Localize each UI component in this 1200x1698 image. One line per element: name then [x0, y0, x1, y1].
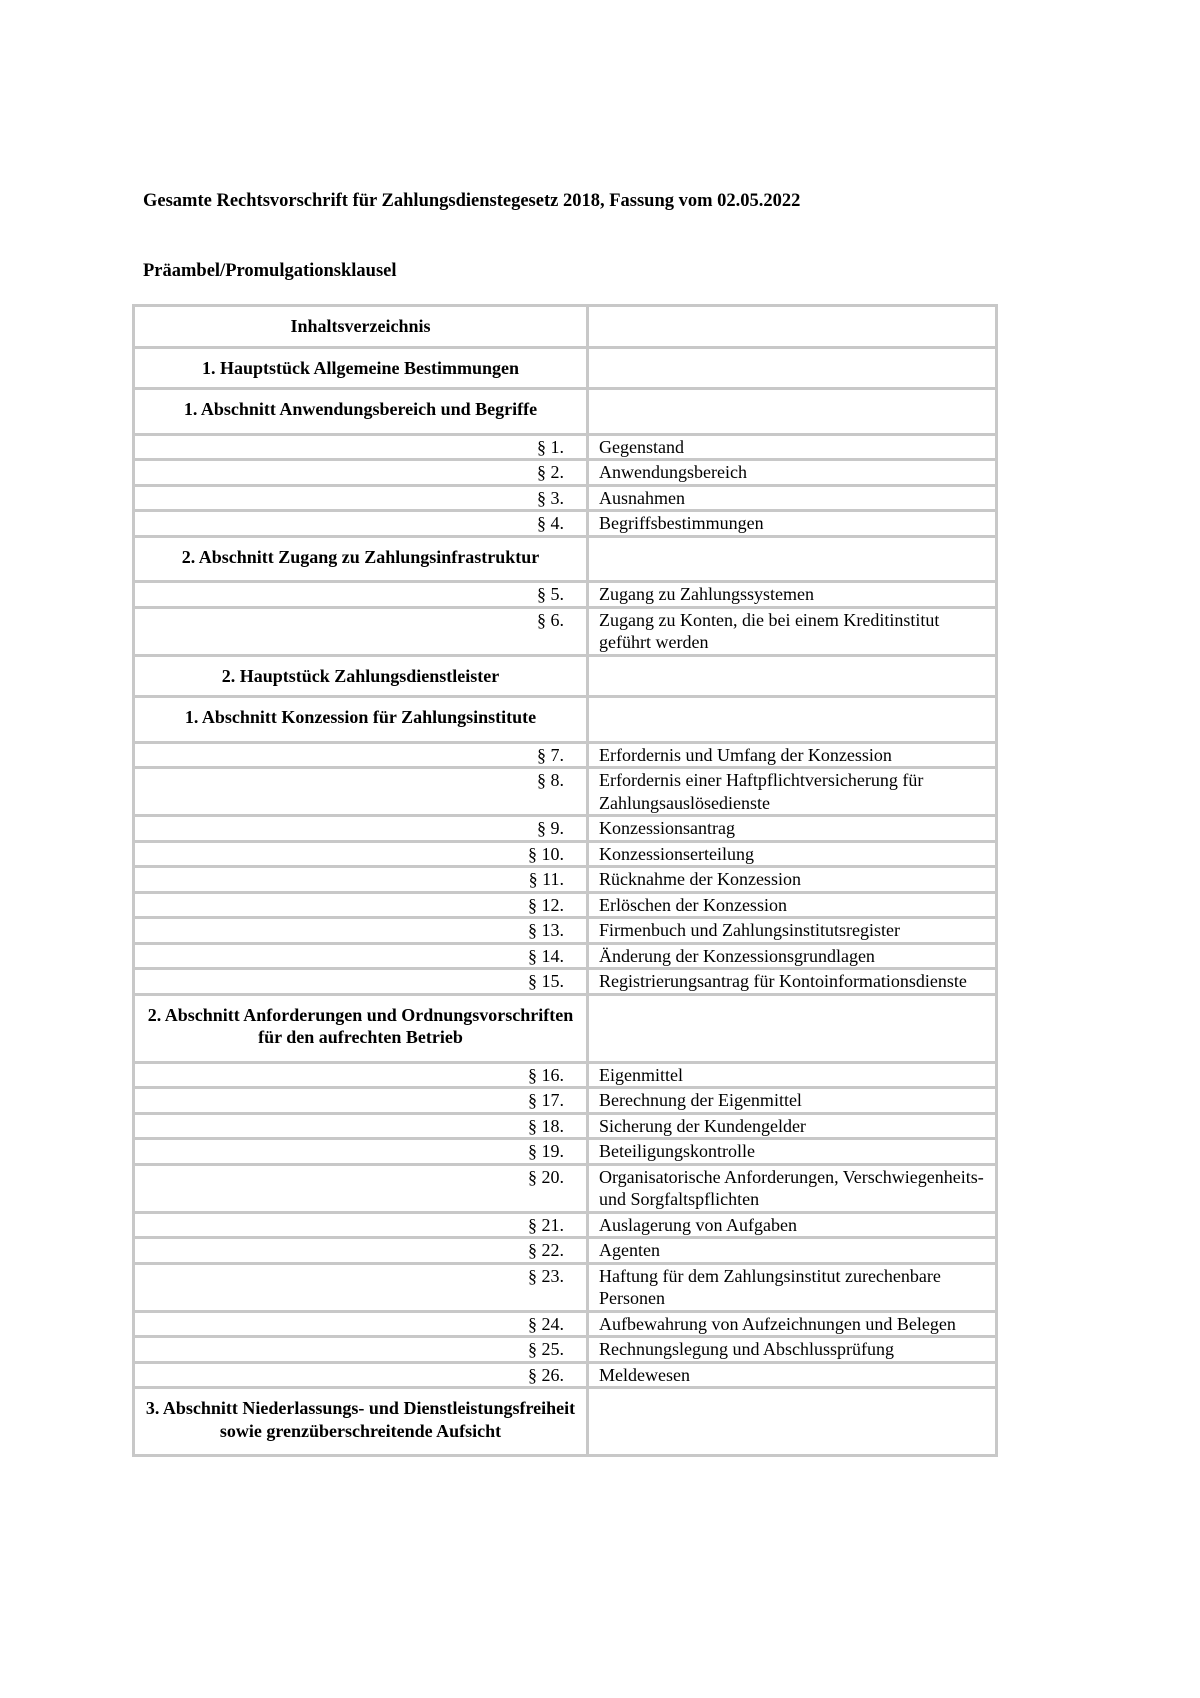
toc-paragraph-title: Sicherung der Kundengelder: [588, 1113, 997, 1139]
toc-paragraph-number: § 1.: [134, 434, 588, 460]
toc-paragraph-row: [134, 1263, 997, 1311]
toc-paragraph-number: § 19.: [134, 1139, 588, 1165]
toc-paragraph-number: § 4.: [134, 511, 588, 537]
toc-paragraph-title: Konzessionserteilung: [588, 841, 997, 867]
toc-paragraph-title: Aufbewahrung von Aufzeichnungen und Belegen: [588, 1311, 997, 1337]
toc-paragraph-number: § 18.: [134, 1113, 588, 1139]
toc-paragraph-title: Agenten: [588, 1238, 997, 1264]
toc-paragraph-row: [134, 1139, 997, 1165]
toc-paragraph-number: § 21.: [134, 1212, 588, 1238]
toc-paragraph-row: [134, 918, 997, 944]
toc-paragraph-title: Begriffsbestimmungen: [588, 511, 997, 537]
toc-section-row: [134, 347, 997, 389]
toc-section-title: 1. Hauptstück Allgemeine Bestimmungen: [134, 347, 588, 389]
toc-header-label: Inhaltsverzeichnis: [134, 306, 588, 348]
toc-header-row: [134, 306, 997, 348]
toc-paragraph-title: Ausnahmen: [588, 485, 997, 511]
toc-paragraph-row: [134, 867, 997, 893]
toc-paragraph-number: § 15.: [134, 969, 588, 995]
toc-paragraph-number: § 8.: [134, 768, 588, 816]
toc-paragraph-number: § 22.: [134, 1238, 588, 1264]
toc-section-title: 1. Abschnitt Anwendungsbereich und Begriffe: [134, 389, 588, 435]
toc-paragraph-row: [134, 1337, 997, 1363]
table-of-contents: [132, 304, 998, 1457]
toc-paragraph-title: Rechnungslegung und Abschlussprüfung: [588, 1337, 997, 1363]
toc-section-row: [134, 697, 997, 743]
toc-paragraph-number: § 9.: [134, 816, 588, 842]
toc-paragraph-number: § 7.: [134, 742, 588, 768]
toc-paragraph-row: [134, 742, 997, 768]
toc-paragraph-number: § 26.: [134, 1362, 588, 1388]
toc-paragraph-row: [134, 511, 997, 537]
toc-paragraph-number: § 24.: [134, 1311, 588, 1337]
toc-paragraph-row: [134, 434, 997, 460]
toc-paragraph-number: § 12.: [134, 892, 588, 918]
toc-paragraph-row: [134, 1062, 997, 1088]
toc-paragraph-row: [134, 1362, 997, 1388]
toc-paragraph-title: Berechnung der Eigenmittel: [588, 1088, 997, 1114]
toc-header-empty-cell: [588, 306, 997, 348]
toc-paragraph-number: § 13.: [134, 918, 588, 944]
toc-section-empty-cell: [588, 655, 997, 697]
toc-paragraph-row: [134, 816, 997, 842]
toc-paragraph-row: [134, 485, 997, 511]
toc-section-empty-cell: [588, 697, 997, 743]
toc-paragraph-title: Eigenmittel: [588, 1062, 997, 1088]
toc-paragraph-number: § 25.: [134, 1337, 588, 1363]
toc-paragraph-title: Auslagerung von Aufgaben: [588, 1212, 997, 1238]
toc-section-title: 1. Abschnitt Konzession für Zahlungsinstitute: [134, 697, 588, 743]
toc-section-empty-cell: [588, 1388, 997, 1456]
toc-section-row: [134, 994, 997, 1062]
toc-paragraph-row: [134, 892, 997, 918]
toc-paragraph-row: [134, 1113, 997, 1139]
toc-paragraph-row: [134, 969, 997, 995]
toc-paragraph-title: Beteiligungskontrolle: [588, 1139, 997, 1165]
toc-paragraph-number: § 23.: [134, 1263, 588, 1311]
toc-paragraph-title: Erlöschen der Konzession: [588, 892, 997, 918]
toc-section-empty-cell: [588, 994, 997, 1062]
toc-section-row: [134, 389, 997, 435]
toc-paragraph-title: Haftung für dem Zahlungsinstitut zurechenbare Personen: [588, 1263, 997, 1311]
toc-section-title: 3. Abschnitt Niederlassungs- und Dienstleistungsfreiheit sowie grenzüberschreitende Aufsicht: [134, 1388, 588, 1456]
toc-paragraph-number: § 14.: [134, 943, 588, 969]
toc-paragraph-row: [134, 1238, 997, 1264]
toc-paragraph-title: Registrierungsantrag für Kontoinformationsdienste: [588, 969, 997, 995]
toc-paragraph-number: § 16.: [134, 1062, 588, 1088]
toc-paragraph-number: § 3.: [134, 485, 588, 511]
toc-section-empty-cell: [588, 347, 997, 389]
toc-paragraph-title: Zugang zu Zahlungssystemen: [588, 582, 997, 608]
toc-paragraph-number: § 2.: [134, 460, 588, 486]
toc-paragraph-title: Erfordernis und Umfang der Konzession: [588, 742, 997, 768]
toc-paragraph-title: Konzessionsantrag: [588, 816, 997, 842]
toc-paragraph-row: [134, 841, 997, 867]
toc-paragraph-number: § 5.: [134, 582, 588, 608]
toc-section-title: 2. Abschnitt Anforderungen und Ordnungsvorschriften für den aufrechten Betrieb: [134, 994, 588, 1062]
toc-section-title: 2. Hauptstück Zahlungsdienstleister: [134, 655, 588, 697]
toc-paragraph-title: Rücknahme der Konzession: [588, 867, 997, 893]
toc-paragraph-row: [134, 768, 997, 816]
toc-paragraph-row: [134, 1311, 997, 1337]
toc-paragraph-row: [134, 460, 997, 486]
toc-paragraph-number: § 20.: [134, 1164, 588, 1212]
toc-paragraph-row: [134, 1212, 997, 1238]
toc-paragraph-number: § 6.: [134, 607, 588, 655]
toc-paragraph-title: Änderung der Konzessionsgrundlagen: [588, 943, 997, 969]
toc-section-title: 2. Abschnitt Zugang zu Zahlungsinfrastruktur: [134, 536, 588, 582]
document-title: Gesamte Rechtsvorschrift für Zahlungsdienstegesetz 2018, Fassung vom 02.05.2022: [143, 191, 801, 211]
preamble-heading: Präambel/Promulgationsklausel: [143, 261, 397, 281]
toc-paragraph-title: Gegenstand: [588, 434, 997, 460]
toc-paragraph-row: [134, 1164, 997, 1212]
toc-section-row: [134, 536, 997, 582]
toc-paragraph-title: Anwendungsbereich: [588, 460, 997, 486]
toc-paragraph-row: [134, 1088, 997, 1114]
toc-paragraph-title: Zugang zu Konten, die bei einem Kreditinstitut geführt werden: [588, 607, 997, 655]
toc-paragraph-title: Firmenbuch und Zahlungsinstitutsregister: [588, 918, 997, 944]
toc-paragraph-number: § 10.: [134, 841, 588, 867]
toc-paragraph-title: Erfordernis einer Haftpflichtversicherung für Zahlungsauslösedienste: [588, 768, 997, 816]
toc-section-row: [134, 1388, 997, 1456]
toc-paragraph-title: Meldewesen: [588, 1362, 997, 1388]
toc-paragraph-number: § 11.: [134, 867, 588, 893]
toc-paragraph-row: [134, 943, 997, 969]
toc-paragraph-title: Organisatorische Anforderungen, Verschwiegenheits- und Sorgfaltspflichten: [588, 1164, 997, 1212]
toc-section-empty-cell: [588, 389, 997, 435]
toc-paragraph-row: [134, 582, 997, 608]
toc-paragraph-number: § 17.: [134, 1088, 588, 1114]
toc-paragraph-row: [134, 607, 997, 655]
toc-section-row: [134, 655, 997, 697]
toc-section-empty-cell: [588, 536, 997, 582]
